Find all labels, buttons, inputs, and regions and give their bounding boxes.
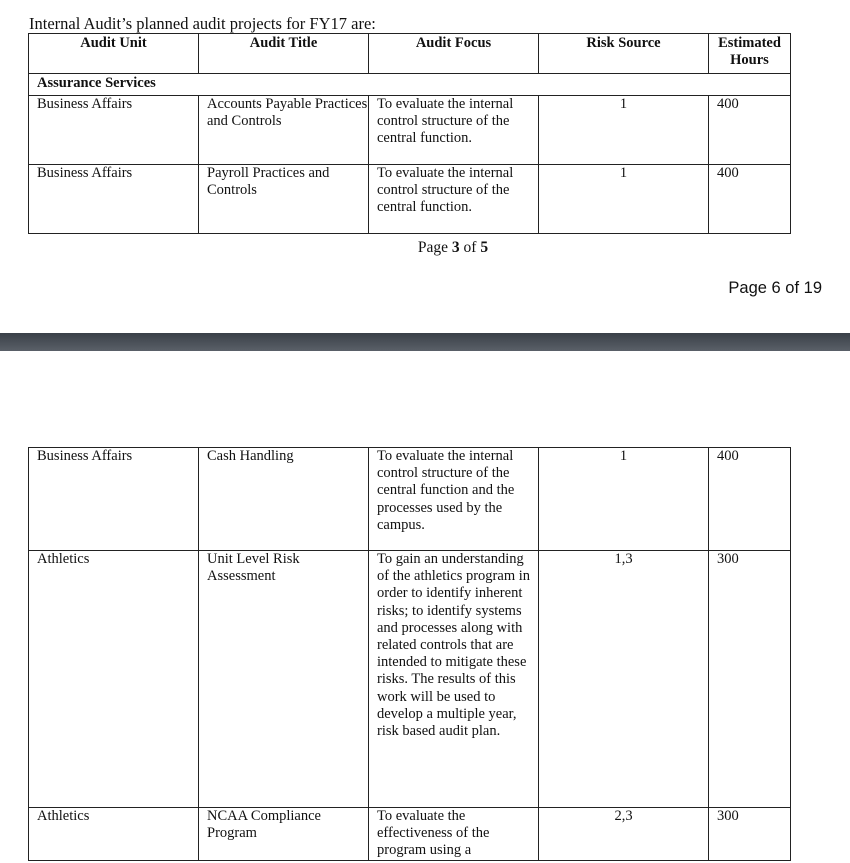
table-row bbox=[29, 448, 791, 551]
audit-title-cell: Payroll Practices and Controls bbox=[199, 165, 369, 234]
header-risk-source: Risk Source bbox=[539, 34, 709, 74]
inner-page-number bbox=[0, 239, 850, 257]
table-row bbox=[29, 96, 791, 165]
audit-title-cell: Unit Level Risk Assessment bbox=[199, 551, 369, 808]
header-audit-unit: Audit Unit bbox=[29, 34, 199, 74]
header-audit-focus: Audit Focus bbox=[369, 34, 539, 74]
page-separator bbox=[0, 333, 850, 351]
estimated-hours-cell: 400 bbox=[709, 165, 791, 234]
page-prefix: Page bbox=[417, 239, 452, 256]
audit-unit-cell: Athletics bbox=[29, 551, 199, 808]
table-row bbox=[29, 808, 791, 861]
audit-title-cell: NCAA Compliance Program bbox=[199, 808, 369, 861]
audit-focus-cell: To evaluate the internal control structure of the central function and the processes used by the campus. bbox=[369, 448, 539, 551]
audit-focus-cell: To gain an understanding of the athletics program in order to identify inherent risks; to identify systems and processes along with related controls that are intended to mitigate these risks. The results of this work will be used to develop a multiple year, risk based audit plan. bbox=[369, 551, 539, 808]
risk-source-cell: 2,3 bbox=[539, 808, 709, 861]
estimated-hours-cell: 300 bbox=[709, 808, 791, 861]
risk-source-cell: 1,3 bbox=[539, 551, 709, 808]
estimated-hours-cell: 300 bbox=[709, 551, 791, 808]
table-header-row bbox=[29, 34, 791, 74]
risk-source-cell: 1 bbox=[539, 165, 709, 234]
audit-focus-cell: To evaluate the effectiveness of the program using a bbox=[369, 808, 539, 861]
audit-unit-cell: Athletics bbox=[29, 808, 199, 861]
audit-title-cell: Accounts Payable Practices and Controls bbox=[199, 96, 369, 165]
audit-unit-cell: Business Affairs bbox=[29, 165, 199, 234]
risk-source-cell: 1 bbox=[539, 448, 709, 551]
audit-focus-cell: To evaluate the internal control structure of the central function. bbox=[369, 96, 539, 165]
intro-text: Internal Audit’s planned audit projects for FY17 are: bbox=[29, 14, 376, 33]
audit-unit-cell: Business Affairs bbox=[29, 96, 199, 165]
table-row bbox=[29, 165, 791, 234]
audit-table-page-1 bbox=[28, 33, 791, 234]
header-audit-title: Audit Title bbox=[199, 34, 369, 74]
page-total: 5 bbox=[480, 239, 489, 256]
page-current: 3 bbox=[451, 239, 460, 256]
estimated-hours-cell: 400 bbox=[709, 96, 791, 165]
section-row bbox=[29, 74, 791, 96]
table-row bbox=[29, 551, 791, 808]
page-middle: of bbox=[459, 239, 481, 256]
header-estimated-hours: Estimated Hours bbox=[709, 34, 791, 74]
risk-source-cell: 1 bbox=[539, 96, 709, 165]
estimated-hours-cell: 400 bbox=[709, 448, 791, 551]
audit-title-cell: Cash Handling bbox=[199, 448, 369, 551]
audit-table-page-2 bbox=[28, 447, 791, 861]
outer-page-number: Page 6 of 19 bbox=[728, 279, 822, 297]
audit-focus-cell: To evaluate the internal control structure of the central function. bbox=[369, 165, 539, 234]
audit-unit-cell: Business Affairs bbox=[29, 448, 199, 551]
section-label: Assurance Services bbox=[29, 74, 791, 96]
